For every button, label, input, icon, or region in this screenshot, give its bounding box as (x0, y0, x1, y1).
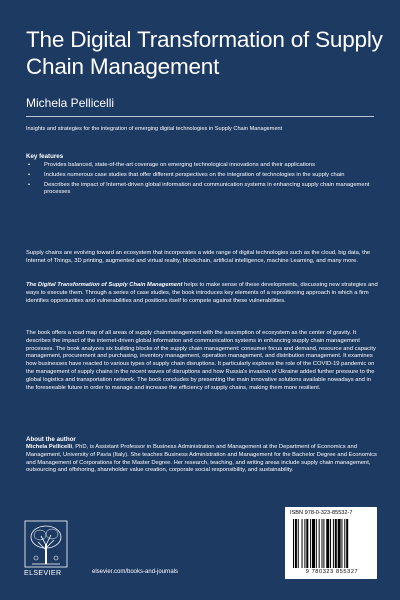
key-feature-text: Includes numerous case studies that offer different perspectives on the integration of technologies in the supply chain (44, 171, 345, 178)
about-author-name: Michela Pellicelli (26, 444, 73, 450)
description-paragraph-2 (26, 282, 378, 305)
barcode-number: 9 780323 855327 (305, 569, 359, 575)
description-paragraph-1: Supply chains are evolving toward an ecosystem that incorporates a wide range of digital technologies such as the cloud, big data, the Internet of Things, 3D printing, augmented and virtual reality, blockchain, artificial intelligence, machine Learning, and many more. (26, 250, 371, 264)
book-title: The Digital Transformation of Supply Chain Management (26, 27, 383, 79)
bullet-icon: • (28, 181, 31, 188)
author-name: Michela Pellicelli (26, 96, 115, 110)
description-paragraph-3: The book offers a road map of all areas of supply chainmanagement with the assumption of ecosystem as the center of gravity. It describes the impact of the internet-driven global information and communication systems in enhancing supply chain management processes. The book analyzes six building blocks of the supply chain management: consumer focus and demand, resource and capacity management, procurement and purchasing, inventory management, operation management, and distribution management. It examines how businesses have reacted to various types of supply chain disruptions. It particularly explores the role of the COVID-19 pandemic on the management of supply chains in the recent waves of disruptions and how Russia's invasion of Ukraine added further pressure to the global logistics and transportation network. The book concludes by presenting the main innovative solutions available nowadays and in the foreseeable future in order to manage and increase the efficiency of supply chains, making them more resilient. (26, 330, 376, 391)
key-features-heading: Key features (26, 153, 64, 160)
tagline: Insights and strategies for the integration of emerging digital technologies in Supply Chain Management (26, 126, 283, 132)
isbn-barcode-box (285, 507, 377, 579)
key-feature-text: Provides balanced, state-of-the-art coverage on emerging technological innovations and their applications (44, 162, 316, 168)
publisher-name: ELSEVIER (24, 570, 62, 577)
key-feature-item (26, 162, 376, 170)
description-paragraph-2-text: helps to make sense of these developments, discussing new strategies and ways to execute them. Through a series of case studies, the book introduces key elements of a repositioning approach in which a firm identifies opportunities and vulnerabilities and positions itself to compete against these vulnerabilities. (26, 282, 378, 304)
elsevier-tree-logo (24, 520, 68, 568)
key-feature-item (26, 172, 376, 180)
book-title-inline: The Digital Transformation of Supply Chain Management (26, 282, 183, 288)
barcode-icon (293, 519, 371, 568)
bullet-icon: • (28, 171, 31, 178)
isbn-label: ISBN 978-0-323-85532-7 (290, 510, 353, 516)
about-author-paragraph (26, 444, 378, 475)
key-features-list (26, 162, 376, 199)
about-author-heading: About the author (26, 436, 76, 443)
publisher-url[interactable]: elsevier.com/books-and-journals (92, 569, 179, 575)
about-author-text: , PhD, is Assistant Professor in Business Administration and Management at the Department of Economics and Management, University of Pavia (Italy). She teaches Business Administration and Management for the Bachelor Degree and Economics and Management of Corporations for the Master Degree. Her research, teaching, and writing areas include supply chain management, outsourcing and offshoring, shareholder value creation, corporate social responsibility, and sustainability. (26, 444, 377, 474)
divider (26, 116, 374, 117)
key-feature-item (26, 182, 376, 198)
bullet-icon: • (28, 162, 31, 168)
key-feature-text: Describes the impact of Internet-driven global information and communication systems in enhancing supply chain management processes (44, 181, 370, 196)
